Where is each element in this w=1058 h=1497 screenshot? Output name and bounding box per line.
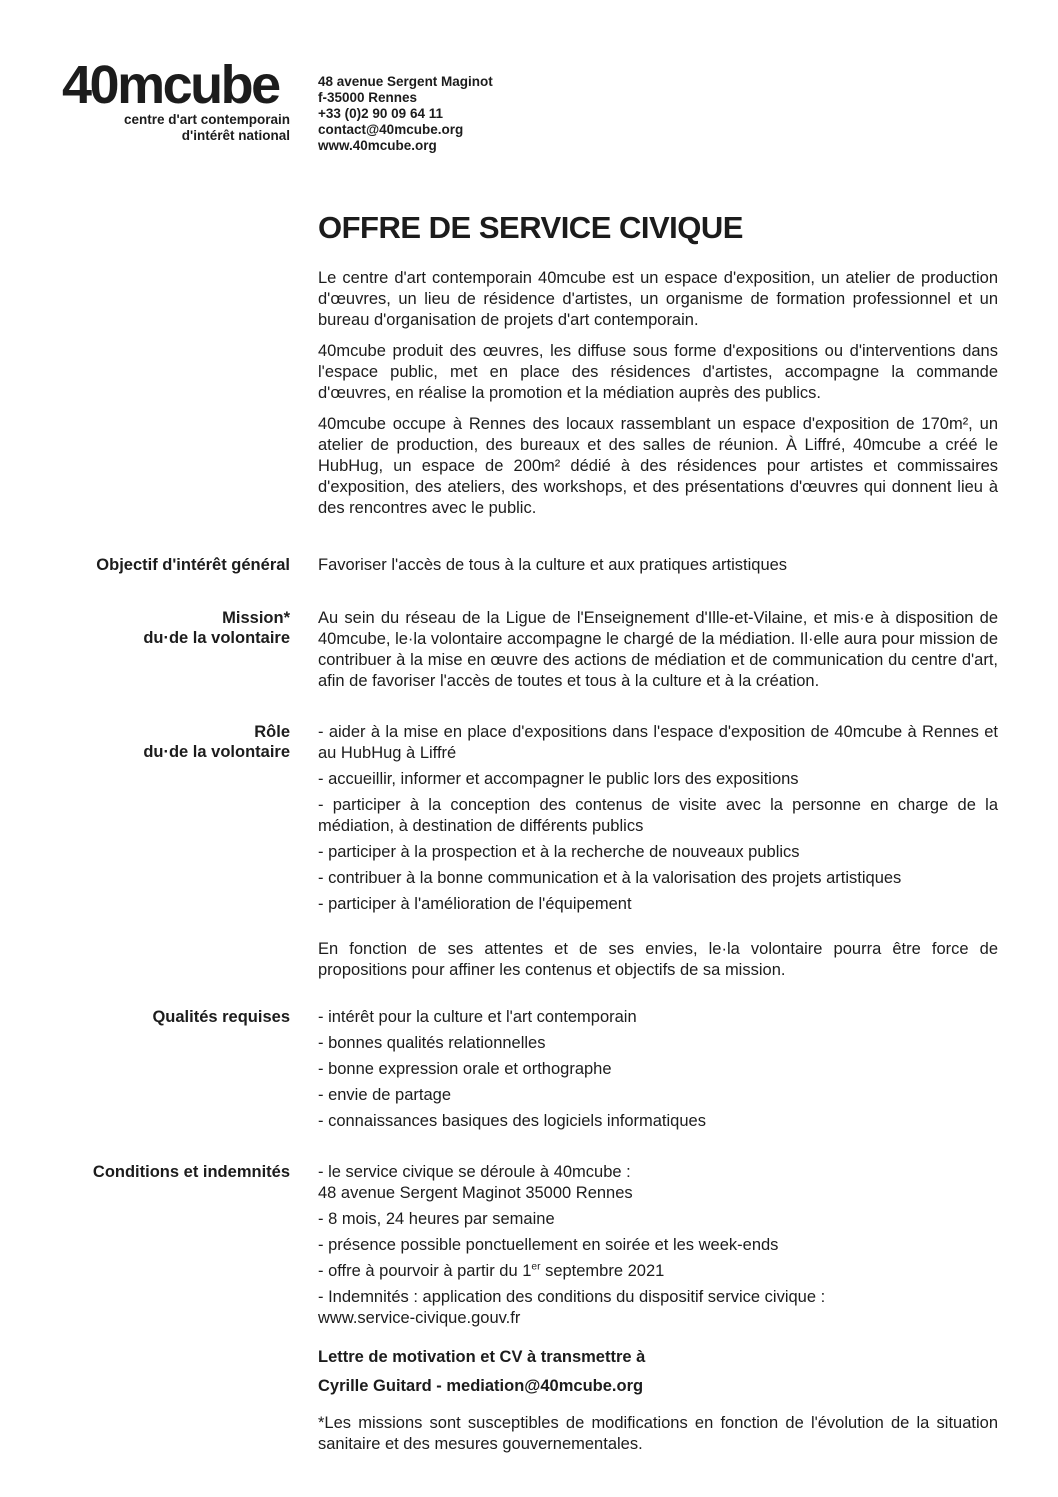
conditions-item-5: - Indemnités : application des conditions du dispositif service civique :: [318, 1288, 826, 1306]
letterhead: [62, 55, 998, 154]
mission-text: Au sein du réseau de la Ligue de l'Enseignement d'Ille-et-Vilaine, et mis·e à disposition de 40mcube, le·la volontaire accompagne le chargé de la médiation. Il·elle aura pour mission de contribuer à la mise en œuvre des actions de médiation et de communication du centre d'art, afin de favoriser l'accès de toutes et tous à la culture et à la création.: [318, 609, 998, 690]
role-item-4: - participer à la prospection et à la recherche de nouveaux publics: [318, 843, 800, 861]
role-item-3: - participer à la conception des contenus de visite avec la personne en charge de la médiation, à destination de différents publics: [318, 796, 998, 835]
role-label-line-2: du·de la volontaire: [143, 743, 290, 761]
conditions-item-4: - offre à pourvoir à partir du 1er septembre 2021: [318, 1261, 665, 1280]
objectif-text: Favoriser l'accès de tous à la culture et aux pratiques artistiques: [318, 556, 788, 574]
title-row: [62, 210, 998, 246]
section-mission: [62, 608, 998, 692]
section-label-objectif: Objectif d'intérêt général: [96, 556, 290, 574]
section-label-qualites: Qualités requises: [152, 1008, 290, 1026]
role-label-line-1: Rôle: [254, 723, 290, 741]
apply-contact: Cyrille Guitard - mediation@40mcube.org: [318, 1377, 644, 1395]
role-item-1: - aider à la mise en place d'expositions dans l'espace d'exposition de 40mcube à Rennes et au HubHug à Liffré: [318, 723, 998, 762]
logo-40mcube: 40mcube: [62, 55, 279, 115]
role-item-6: - participer à l'amélioration de l'équipement: [318, 895, 632, 913]
section-qualites: [62, 1007, 998, 1132]
contact-address: 48 avenue Sergent Maginot: [318, 74, 493, 89]
section-label-conditions: Conditions et indemnités: [92, 1163, 290, 1181]
tagline-line-1: centre d'art contemporain: [124, 112, 290, 127]
logo-tagline: [62, 112, 290, 144]
conditions-item-2: - 8 mois, 24 heures par semaine: [318, 1210, 555, 1228]
intro-paragraph-2: 40mcube produit des œuvres, les diffuse sous forme d'expositions ou d'interventions dans l'espace public, met en place des résidences d'artistes, accompagne la commande d'œuvres, en réalise la promotion et la médiation auprès des publics.: [318, 342, 998, 402]
qualites-item-2: - bonnes qualités relationnelles: [318, 1034, 546, 1052]
footnote-section: [62, 1413, 998, 1455]
contact-phone: +33 (0)2 90 09 64 11: [318, 106, 443, 121]
mission-label-line-1: Mission*: [222, 609, 290, 627]
section-conditions: [62, 1162, 998, 1329]
logo-block: [62, 55, 290, 144]
intro-paragraph-3: 40mcube occupe à Rennes des locaux rassemblant un espace d'exposition de 170m², un atelier de production, des bureaux et des salles de réunion. À Liffré, 40mcube a créé le HubHug, un espace de 200m² dédié à des résidences pour artistes et commissaires d'exposition, des ateliers, des workshops, et des présentations d'œuvres qui donnent lieu à des rencontres avec le public.: [318, 415, 998, 517]
role-item-2: - accueillir, informer et accompagner le public lors des expositions: [318, 770, 799, 788]
role-item-5: - contribuer à la bonne communication et à la valorisation des projets artistiques: [318, 869, 902, 887]
qualites-item-3: - bonne expression orale et orthographe: [318, 1060, 612, 1078]
footnote-text: *Les missions sont susceptibles de modifications en fonction de l'évolution de la situation sanitaire et des mesures gouvernementales.: [318, 1414, 998, 1453]
page-title: OFFRE DE SERVICE CIVIQUE: [318, 210, 743, 245]
conditions-item-5-url: www.service-civique.gouv.fr: [318, 1309, 521, 1327]
role-note: En fonction de ses attentes et de ses envies, le·la volontaire pourra être force de propositions pour affiner les contenus et objectifs de sa mission.: [318, 940, 998, 979]
qualites-item-4: - envie de partage: [318, 1086, 452, 1104]
contact-block: [318, 62, 493, 154]
apply-section: [62, 1347, 998, 1397]
section-label-role: [62, 722, 290, 981]
section-role: [62, 722, 998, 981]
qualites-item-5: - connaissances basiques des logiciels informatiques: [318, 1112, 706, 1130]
conditions-item-3: - présence possible ponctuellement en soirée et les week-ends: [318, 1236, 779, 1254]
contact-website-text: www.40mcube.org: [318, 138, 437, 153]
intro-section: [62, 268, 998, 519]
conditions-item-1: - le service civique se déroule à 40mcube :: [318, 1163, 631, 1181]
contact-email-text: contact@40mcube.org: [318, 122, 464, 137]
qualites-item-1: - intérêt pour la culture et l'art contemporain: [318, 1008, 637, 1026]
section-objectif: [62, 555, 998, 576]
tagline-line-2: d'intérêt national: [181, 128, 290, 143]
conditions-item-1-address: 48 avenue Sergent Maginot 35000 Rennes: [318, 1184, 633, 1202]
mission-label-line-2: du·de la volontaire: [143, 629, 290, 647]
ordinal-superscript: er: [531, 1261, 541, 1273]
intro-paragraph-1: Le centre d'art contemporain 40mcube est un espace d'exposition, un atelier de production d'œuvres, un lieu de résidence d'artistes, un organisme de formation professionnel et un bureau d'organisation de projets d'art contemporain.: [318, 269, 998, 329]
contact-city: f-35000 Rennes: [318, 90, 418, 105]
apply-instruction: Lettre de motivation et CV à transmettre à: [318, 1348, 646, 1366]
section-label-mission: [62, 608, 290, 692]
